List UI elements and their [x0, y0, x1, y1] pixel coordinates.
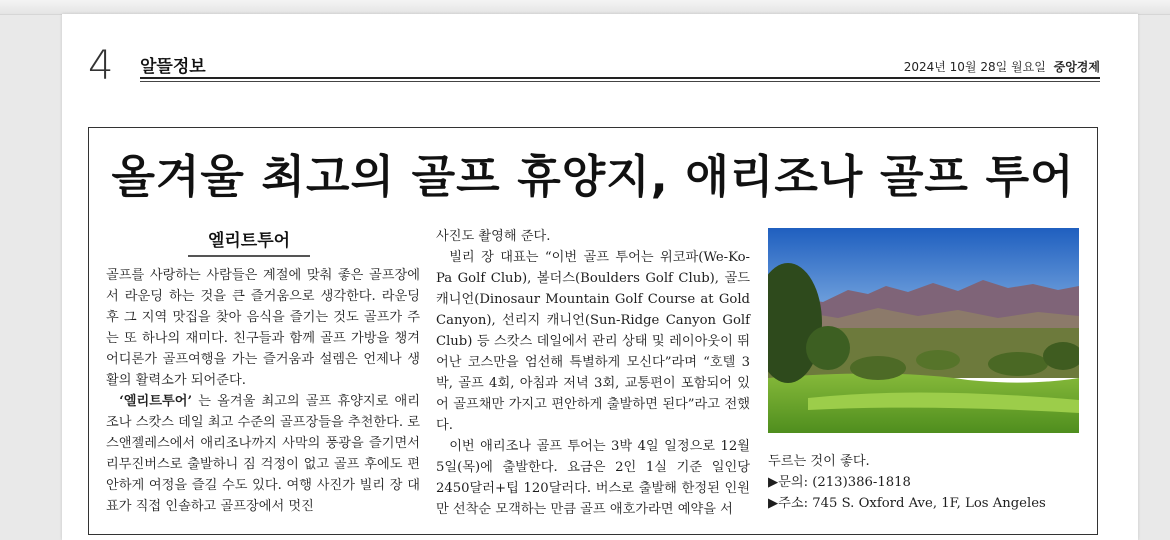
- article-column-3: [768, 451, 1078, 514]
- paragraph: 골프를 사랑하는 사람들은 계절에 맞춰 좋은 골프장에서 라운딩 하는 것을 큰 즐거움으로 생각한다. 라운딩 후 그 지역 맛집을 찾아 음식을 즐기는 것도 골프가 주는 또 하나의 재미다. 친구들과 함께 골프 가방을 챙겨 어디론가 골프여행을 가는 즐거움과 설렘은 언제나 생활의 활력소가 되어준다.: [106, 268, 420, 388]
- issue-date: 2024년 10월 28일 월요일: [903, 60, 1046, 74]
- header-rule: [140, 77, 1100, 79]
- bush: [988, 352, 1048, 376]
- article-subhead: 엘리트투어: [188, 226, 310, 257]
- bush: [850, 356, 906, 380]
- paragraph: 빌리 장 대표는 “이번 골프 투어는 위코파(We-Ko-Pa Golf Club), 볼더스(Boulders Golf Club), 골드 캐니언(Dinosaur Mountain Golf Course at Gold Canyon), 선리지 캐니언(Sun-Ridge Canyon Golf Club) 등 스캇스 데일에서 관리 상태 및 레이아웃이 뛰어난 코스만을 엄선해 특별하게 모신다”라며 “호텔 3박, 골프 4회, 아침과 저녁 3회, 교통편이 포함되어 있어 골프채만 가지고 편안하게 출발하면 된다”라고 전했다.: [436, 250, 750, 433]
- paragraph: 사진도 촬영해 준다.: [436, 229, 551, 244]
- paragraph-text: 는 올겨울 최고의 골프 휴양지로 애리조나 스캇스 데일 최고 수준의 골프장들을 추천한다. 로스앤젤레스에서 애리조나까지 사막의 풍광을 즐기면서 리무진버스로 출발하니 짐 걱정이 없고 골프 후에도 편안하게 여정을 즐길 수도 있다. 여행 사진가 빌리 장 대표가 직접 인솔하고 골프장에서 멋진: [106, 394, 420, 514]
- paragraph: [106, 391, 420, 517]
- article-column-1: [106, 265, 420, 517]
- contact-phone: ▶문의: (213)386-1818: [768, 475, 911, 490]
- article-headline: 올겨울 최고의 골프 휴양지, 애리조나 골프 투어: [111, 150, 1075, 203]
- page-number: 4: [88, 43, 114, 89]
- company-name: ‘엘리트투어’: [119, 394, 193, 409]
- viewer-toolbar: [0, 0, 1170, 15]
- contact-address: ▶주소: 745 S. Oxford Ave, 1F, Los Angeles: [768, 496, 1046, 511]
- golf-course-photo: [768, 228, 1079, 433]
- tree: [806, 326, 850, 370]
- paragraph: 이번 애리조나 골프 투어는 3박 4일 일정으로 12월 5일(목)에 출발한다. 요금은 2인 1실 기준 일인당 2450달러+팁 120달러다. 버스로 출발해 한정된 인원만 선착순 모객하는 만큼 골프 애호가라면 예약을 서: [436, 439, 750, 517]
- header-rule-thin: [140, 81, 1100, 82]
- bush: [916, 350, 960, 370]
- dateline: [904, 58, 1100, 75]
- section-title: 알뜰정보: [140, 57, 206, 77]
- article-column-2: [436, 226, 750, 520]
- paragraph: 두르는 것이 좋다.: [768, 454, 870, 469]
- newspaper-brand: 중앙경제: [1053, 60, 1100, 74]
